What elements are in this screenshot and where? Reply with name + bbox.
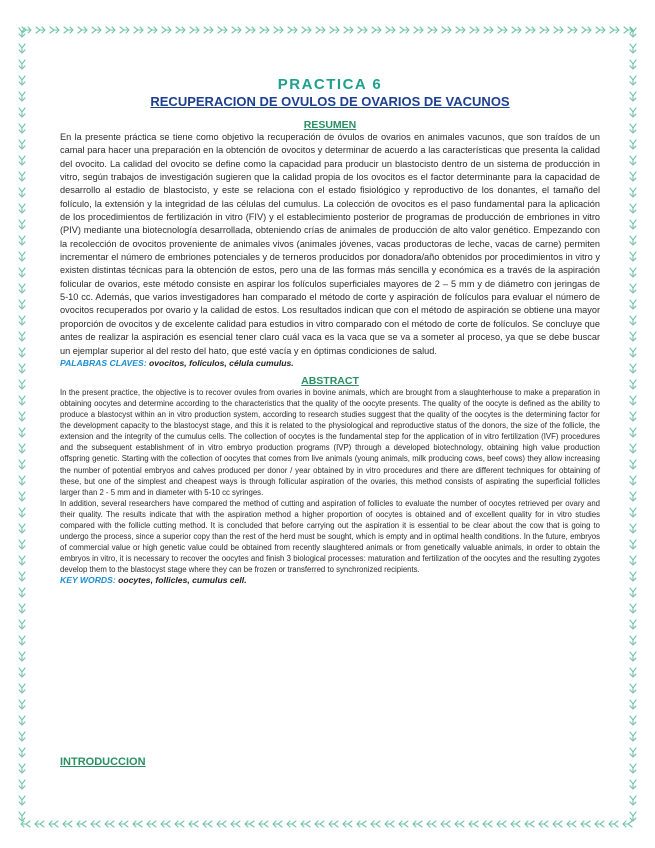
border-leaf-motif [630, 364, 636, 373]
border-leaf-motif [624, 27, 633, 33]
border-leaf-motif [19, 764, 25, 773]
practice-number: PRACTICA 6 [277, 76, 383, 93]
border-leaf-motif [274, 27, 283, 33]
border-leaf-motif [19, 444, 25, 453]
palabras-claves-value: ovocitos, folículos, célula cumulus. [146, 357, 294, 368]
border-leaf-motif [50, 27, 59, 33]
border-leaf-motif [630, 60, 636, 69]
border-leaf-motif [288, 27, 297, 33]
border-leaf-motif [19, 604, 25, 613]
border-leaf-motif [630, 204, 636, 213]
border-leaf-motif [232, 27, 241, 33]
border-leaf-motif [372, 27, 381, 33]
border-leaf-motif [525, 821, 534, 827]
border-leaf-motif [287, 821, 296, 827]
border-leaf-motif [330, 27, 339, 33]
border-leaf-motif [133, 821, 142, 827]
decorative-border-left [0, 20, 46, 830]
border-leaf-motif [315, 821, 324, 827]
border-leaf-motif [630, 508, 636, 517]
border-leaf-motif [630, 492, 636, 501]
border-leaf-motif [567, 821, 576, 827]
border-leaf-motif [148, 27, 157, 33]
resumen-paragraph: En la presente práctica se tiene como objetivo la recuperación de óvulos de ovarios en animales vacunos, que son traídos de un camal para hacer una preparación en la obtención de ovocitos y determinar de acuerdo a las características que presenta la calidad del ovocito. La calidad del ovocito se define como la capacidad para producir un blastocisto dentro de un sistema de producción in vitro, según trabajos de investigación sugieren que la calidad propia de los ovocitos es el factor determinante para la capacidad de desarrollo al estadio de blastocisto, y este se relaciona con el estado fisiológico y reproductivo de los donantes, el tamaño del folículo, la extensión y la integridad de las células del cumulus. La colección de ovocitos es el paso fundamental para la aplicación de los procedimientos de fertilización in vitro (FIV) y el establecimiento posterior de programas de producción de embriones in vitro (PIV) mediante una biotecnología desarrollada, obteniendo crías de animales de producción de alto valor genético. Empezando con la recolección de ovocitos proveniente de animales vivos (animales jóvenes, vacas productoras de leche, vacas de carne) permiten incrementar el número de embriones potenciales y de terneros producidos por donadora/año obtenidos por procedimientos in vitro y existen distintas técnicas para la obtención de estos, pero una de las formas más sencilla y económica es a través de la aspiración folicular de ovarios, este método consiste en aspirar los folículos superficiales mayores de 2 – 5 mm y de diámetro con jeringas de 5-10 cc. Además, que varios investigadores han comparado el método de corte y aspiración de folículos para evaluar el número de ovocitos recuperados por ovario y la calidad de estos. Los resultados indican que con el método de aspiración se obtiene una mayor proporción de ovocitos y de excelente calidad para estudios in vitro comparado con el método de corte de folículos. Se concluye que antes de realizar la aspiración es esencial tener claro cuál vaca es la vaca que se va a someter al proceso, ya que se debe buscar un ejemplar superior al del resto del hato, que esté vacía y en óptimas condiciones de salud. [60, 132, 600, 356]
border-leaf-motif [442, 27, 451, 33]
border-leaf-motif [147, 821, 156, 827]
document-title: RECUPERACION DE OVULOS DE OVARIOS DE VACUNOS [150, 94, 510, 109]
border-leaf-motif [470, 27, 479, 33]
border-leaf-motif [19, 300, 25, 309]
border-leaf-motif [22, 27, 31, 33]
border-leaf-motif [246, 27, 255, 33]
border-leaf-motif [427, 821, 436, 827]
border-leaf-motif [630, 140, 636, 149]
border-leaf-motif [19, 140, 25, 149]
border-leaf-motif [630, 284, 636, 293]
border-leaf-motif [91, 821, 100, 827]
key-words [60, 575, 600, 586]
border-leaf-motif [19, 60, 25, 69]
border-leaf-motif [19, 540, 25, 549]
border-leaf-motif [630, 604, 636, 613]
border-leaf-motif [19, 620, 25, 629]
border-leaf-motif [35, 821, 44, 827]
border-leaf-motif [630, 540, 636, 549]
border-leaf-motif [49, 821, 58, 827]
border-leaf-motif [343, 821, 352, 827]
border-leaf-motif [630, 572, 636, 581]
palabras-claves-label: PALABRAS CLAVES: [60, 357, 147, 368]
border-leaf-motif [19, 492, 25, 501]
abstract-paragraph-1: In the present practice, the objective is to recover ovules from ovaries in bovine animals, which are brought from a slaughterhouse to make a preparation in obtaining oocytes and determine according to the characteristics that the quality of the oocyte presents. The quality of the oocyte is defined as the ability to produce a blastocyst within an in vitro production system, according to research studies suggest that the quality of the oocytes is the determining factor for the development capacity to the blastocyst stage, and this it is related to the physiological and reproductive status of the donors, the size of the follicle, the extension and the integrity of the cumulus cells. The collection of oocytes is the fundamental step for the application of in vitro fertilization (IVF) procedures and the subsequent establishment of in vitro embryo production programs (IVP) through a developed biotechnology, obtaining high value production offspring genetic. Starting with the collection of oocytes that comes from live animals (young animals, milk producing cows, beef cows) they allow increasing the number of potential embryos and calves produced per donor / year obtained by in vitro procedures and there are different techniques for obtaining of these, but one of the simplest and cheapest ways is through follicular aspiration of the ovaries, this method consists of aspirating the superficial follicles larger than 2 - 5 mm and in diameter with 5-10 cc syringes. [60, 387, 600, 497]
border-leaf-motif [119, 821, 128, 827]
border-leaf-motif [386, 27, 395, 33]
border-leaf-motif [19, 780, 25, 789]
border-leaf-motif [19, 316, 25, 325]
border-leaf-motif [441, 821, 450, 827]
border-leaf-motif [19, 220, 25, 229]
document-body [60, 76, 600, 586]
border-leaf-motif [19, 124, 25, 133]
border-leaf-motif [77, 821, 86, 827]
border-leaf-motif [19, 716, 25, 725]
border-leaf-motif [19, 252, 25, 261]
border-leaf-motif [19, 652, 25, 661]
border-leaf-motif [259, 821, 268, 827]
border-leaf-motif [19, 412, 25, 421]
border-leaf-motif [455, 821, 464, 827]
border-leaf-motif [19, 348, 25, 357]
border-leaf-motif [630, 716, 636, 725]
border-leaf-motif [630, 252, 636, 261]
border-leaf-motif [630, 28, 636, 37]
border-leaf-motif [630, 428, 636, 437]
border-leaf-motif [526, 27, 535, 33]
border-leaf-motif [19, 332, 25, 341]
border-leaf-motif [203, 821, 212, 827]
border-leaf-motif [231, 821, 240, 827]
border-leaf-motif [19, 364, 25, 373]
border-leaf-motif [630, 684, 636, 693]
border-leaf-motif [36, 27, 45, 33]
border-leaf-motif [630, 652, 636, 661]
border-leaf-motif [19, 572, 25, 581]
border-leaf-motif [161, 821, 170, 827]
border-leaf-motif [630, 220, 636, 229]
border-leaf-motif [19, 236, 25, 245]
key-words-value: oocytes, follicles, cumulus cell. [115, 575, 247, 586]
border-leaf-motif [245, 821, 254, 827]
border-leaf-motif [316, 27, 325, 33]
border-leaf-motif [358, 27, 367, 33]
border-leaf-motif [400, 27, 409, 33]
border-leaf-motif [630, 396, 636, 405]
border-leaf-motif [19, 108, 25, 117]
border-leaf-motif [623, 821, 632, 827]
border-leaf-motif [19, 396, 25, 405]
border-leaf-motif [19, 172, 25, 181]
abstract-paragraph-2: In addition, several researchers have compared the method of cutting and aspiration of follicles to evaluate the number of oocytes retrieved per ovary and their quality. The results indicate that with the aspiration method a higher proportion of oocytes is obtained and of excellent quality for in vitro studies compared with the follicle cutting method. It is concluded that before carrying out the aspiration it is essential to be clear about the cow that is going to undergo the process, since a superior copy than the rest of the herd must be sought, which is empty and in optimal health conditions. In the future, embryos of commercial value or high genetic value could be obtained from recently slaughtered animals or from genetically valuable animals, in order to obtain the embryos in vitro, it is necessary to recover the oocytes and finish 3 biological processes: maturation and fertilization of the oocytes and the resulting zygotes develop them to the blastocyst stage where they can be frozen or transferred to synchronized recipients. [60, 498, 600, 575]
border-leaf-motif [189, 821, 198, 827]
border-leaf-motif [609, 821, 618, 827]
border-leaf-motif [19, 796, 25, 805]
border-leaf-motif [630, 124, 636, 133]
border-leaf-motif [176, 27, 185, 33]
border-leaf-motif [511, 821, 520, 827]
border-leaf-motif [19, 428, 25, 437]
border-leaf-motif [19, 524, 25, 533]
border-leaf-motif [217, 821, 226, 827]
border-leaf-motif [413, 821, 422, 827]
border-leaf-motif [630, 748, 636, 757]
decorative-border-top [0, 0, 655, 46]
border-leaf-motif [19, 76, 25, 85]
border-leaf-motif [106, 27, 115, 33]
border-leaf-motif [19, 92, 25, 101]
border-leaf-motif [19, 684, 25, 693]
border-leaf-motif [630, 524, 636, 533]
border-leaf-motif [630, 620, 636, 629]
border-leaf-motif [610, 27, 619, 33]
border-leaf-motif [630, 108, 636, 117]
border-leaf-motif [329, 821, 338, 827]
border-leaf-motif [260, 27, 269, 33]
border-leaf-motif [483, 821, 492, 827]
border-leaf-motif [399, 821, 408, 827]
border-leaf-motif [204, 27, 213, 33]
border-leaf-motif [497, 821, 506, 827]
decorative-border-bottom [0, 808, 655, 848]
border-leaf-motif [484, 27, 493, 33]
border-leaf-motif [595, 821, 604, 827]
border-leaf-motif [190, 27, 199, 33]
border-leaf-motif [162, 27, 171, 33]
border-leaf-motif [19, 476, 25, 485]
border-leaf-motif [302, 27, 311, 33]
border-leaf-motif [19, 188, 25, 197]
border-leaf-motif [134, 27, 143, 33]
border-leaf-motif [630, 476, 636, 485]
border-leaf-motif [596, 27, 605, 33]
border-leaf-motif [175, 821, 184, 827]
border-leaf-motif [19, 732, 25, 741]
border-leaf-motif [120, 27, 129, 33]
border-leaf-motif [19, 44, 25, 53]
border-leaf-motif [630, 668, 636, 677]
border-leaf-motif [630, 588, 636, 597]
border-leaf-motif [630, 300, 636, 309]
border-leaf-motif [385, 821, 394, 827]
border-leaf-motif [19, 284, 25, 293]
border-leaf-motif [63, 821, 72, 827]
border-leaf-motif [19, 268, 25, 277]
border-leaf-motif [630, 316, 636, 325]
border-leaf-motif [539, 821, 548, 827]
border-leaf-motif [630, 380, 636, 389]
border-leaf-motif [630, 156, 636, 165]
border-leaf-motif [357, 821, 366, 827]
border-leaf-motif [630, 764, 636, 773]
border-leaf-motif [78, 27, 87, 33]
border-leaf-motif [630, 460, 636, 469]
abstract-heading: ABSTRACT [301, 374, 359, 387]
border-leaf-motif [19, 556, 25, 565]
border-leaf-motif [630, 76, 636, 85]
border-leaf-motif [581, 821, 590, 827]
border-leaf-motif [92, 27, 101, 33]
border-leaf-motif [105, 821, 114, 827]
border-leaf-motif [21, 821, 30, 827]
border-leaf-motif [498, 27, 507, 33]
border-leaf-motif [428, 27, 437, 33]
border-leaf-motif [273, 821, 282, 827]
border-leaf-motif [218, 27, 227, 33]
border-leaf-motif [19, 812, 25, 821]
border-leaf-motif [553, 821, 562, 827]
border-leaf-motif [582, 27, 591, 33]
palabras-claves [60, 358, 600, 369]
border-leaf-motif [344, 27, 353, 33]
border-leaf-motif [630, 636, 636, 645]
border-leaf-motif [630, 700, 636, 709]
border-leaf-motif [630, 412, 636, 421]
border-leaf-motif [469, 821, 478, 827]
border-leaf-motif [630, 172, 636, 181]
border-leaf-motif [630, 188, 636, 197]
border-leaf-motif [456, 27, 465, 33]
key-words-label: KEY WORDS: [60, 575, 116, 586]
resumen-heading: RESUMEN [303, 119, 357, 131]
border-leaf-motif [64, 27, 73, 33]
border-leaf-motif [568, 27, 577, 33]
border-leaf-motif [19, 460, 25, 469]
border-leaf-motif [371, 821, 380, 827]
border-leaf-motif [19, 380, 25, 389]
border-leaf-motif [630, 92, 636, 101]
introduccion-heading: INTRODUCCION [60, 756, 146, 768]
border-leaf-motif [554, 27, 563, 33]
border-leaf-motif [630, 796, 636, 805]
border-leaf-motif [414, 27, 423, 33]
border-leaf-motif [540, 27, 549, 33]
border-leaf-motif [630, 236, 636, 245]
decorative-border-right [609, 20, 655, 830]
border-leaf-motif [19, 204, 25, 213]
border-leaf-motif [630, 332, 636, 341]
border-leaf-motif [19, 588, 25, 597]
border-leaf-motif [19, 668, 25, 677]
border-leaf-motif [630, 556, 636, 565]
border-leaf-motif [19, 748, 25, 757]
border-leaf-motif [19, 636, 25, 645]
border-leaf-motif [301, 821, 310, 827]
border-leaf-motif [630, 444, 636, 453]
border-leaf-motif [630, 44, 636, 53]
border-leaf-motif [19, 28, 25, 37]
border-leaf-motif [512, 27, 521, 33]
border-leaf-motif [630, 780, 636, 789]
border-leaf-motif [19, 508, 25, 517]
border-leaf-motif [630, 348, 636, 357]
border-leaf-motif [630, 732, 636, 741]
border-leaf-motif [19, 700, 25, 709]
border-leaf-motif [630, 268, 636, 277]
border-leaf-motif [19, 156, 25, 165]
border-leaf-motif [630, 812, 636, 821]
